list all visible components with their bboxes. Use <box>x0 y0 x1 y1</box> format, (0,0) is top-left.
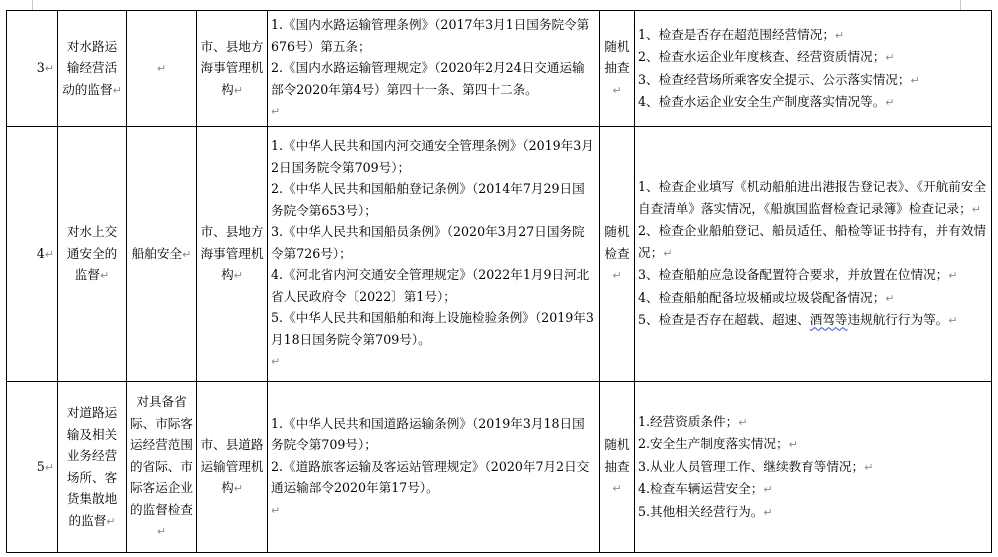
inspection-content-item: 3.从业人员管理工作、继续教育等情况；↵ <box>638 458 874 474</box>
paragraph-mark: ↵ <box>44 62 54 76</box>
spellcheck-underline: 酒驾等 <box>809 312 848 328</box>
margin-corner-mark <box>960 0 961 10</box>
paragraph-mark: ↵ <box>788 438 798 452</box>
inspection-content-item: 2.安全生产制度落实情况；↵ <box>638 436 798 452</box>
paragraph-mark: ↵ <box>156 62 167 76</box>
paragraph-mark: ↵ <box>948 314 958 328</box>
inspection-subitem-cell <box>127 11 197 127</box>
paragraph-mark: ↵ <box>233 269 243 283</box>
paragraph-mark: ↵ <box>885 291 895 305</box>
legal-basis-item: 3.《中华人民共和国船员条例》（2020年3月27日国务院令第726号）； <box>271 224 585 261</box>
inspecting-body-text: 市、县地方海事管理机构 <box>200 38 264 97</box>
paragraph-mark: ↵ <box>233 83 243 97</box>
paragraph-mark: ↵ <box>948 269 958 283</box>
paragraph-mark: ↵ <box>271 105 281 119</box>
paragraph-mark: ↵ <box>612 83 622 97</box>
legal-basis-item: 5.《中华人民共和国船舶和海上设施检验条例》（2019年3月18日国务院令第709号）。 <box>271 310 594 347</box>
paragraph-mark: ↵ <box>233 482 243 496</box>
table-row <box>7 382 992 553</box>
inspection-method-cell <box>600 11 635 127</box>
inspection-subitem-text: 对具备省际、市际客运经营范围的省际、市际客运企业的监督检查 <box>130 394 193 517</box>
inspection-subitem-cell <box>127 382 197 553</box>
paragraph-mark: ↵ <box>663 246 673 260</box>
inspection-content-item: 1、检查企业填写《机动船舶进出港报告登记表》、《开航前安全自查清单》落实情况，《船旗国监督检查记录簿》检查记录；↵ <box>638 179 987 216</box>
inspection-content-item: 1、检查是否存在超范围经营情况；↵ <box>638 26 845 42</box>
inspection-content-cell <box>635 127 992 382</box>
row-number-cell <box>7 382 58 553</box>
legal-basis-cell <box>268 382 600 553</box>
inspection-subitem-text: 船舶安全 <box>131 245 183 261</box>
paragraph-mark: ↵ <box>44 460 54 474</box>
legal-basis-item: 2.《道路旅客运输及客运站管理规定》（2020年7月2日交通运输部令2020年第17号）。 <box>271 458 590 496</box>
paragraph-mark: ↵ <box>612 482 622 496</box>
inspection-content-cell <box>635 11 992 127</box>
inspection-method-text: 随机抽查 <box>604 38 630 76</box>
paragraph-mark: ↵ <box>182 247 192 261</box>
legal-basis-cell <box>268 11 600 127</box>
inspection-content-item: 2、检查企业船舶登记、船员适任、船检等证书持有，并有效情况；↵ <box>638 223 987 260</box>
paragraph-mark: ↵ <box>106 514 116 528</box>
supervision-table <box>6 10 992 553</box>
inspection-content-item: 3、检查经营场所乘客安全提示、公示落实情况；↵ <box>638 71 920 87</box>
paragraph-mark: ↵ <box>763 505 773 519</box>
inspection-item-text: 对水路运输经营活动的监督 <box>62 38 118 97</box>
inspection-item-cell <box>58 382 127 553</box>
paragraph-mark: ↵ <box>612 269 622 283</box>
inspecting-body-text: 市、县地方海事管理机构 <box>200 224 264 283</box>
legal-basis-item: 4.《河北省内河交通安全管理规定》（2022年1月9日河北省人民政府令〔2022〕第1号）； <box>271 267 590 304</box>
inspection-content-item: 1.经营资质条件；↵ <box>638 413 748 429</box>
inspection-subitem-cell <box>127 127 197 382</box>
table-row <box>7 11 992 127</box>
inspection-method-cell <box>600 127 635 382</box>
row-number-text: 4 <box>36 245 45 261</box>
inspection-method-text: 随机检查 <box>604 224 630 261</box>
inspecting-body-text: 市、县道路运输管理机构 <box>200 437 264 496</box>
row-number-cell <box>7 11 58 127</box>
row-number-text: 3 <box>36 60 45 76</box>
paragraph-mark: ↵ <box>885 96 895 109</box>
paragraph-mark: ↵ <box>271 503 281 517</box>
inspection-item-text: 对水上交通安全的监督 <box>66 224 118 283</box>
inspection-content-item: 4、检查船舶配备垃圾桶或垃圾袋配备情况；↵ <box>638 289 895 305</box>
paragraph-mark: ↵ <box>271 355 281 369</box>
table-row <box>7 127 992 382</box>
inspection-content-item: 2、检查水运企业年度核查、经营资质情况；↵ <box>638 49 895 64</box>
inspection-content-item: 5、检查是否存在超载、超速、酒驾等违规航行行为等。↵ <box>638 312 958 328</box>
paragraph-mark: ↵ <box>738 415 748 429</box>
inspecting-body-cell <box>197 382 268 553</box>
inspection-content-item: 5.其他相关经营行为。↵ <box>638 503 773 519</box>
row-number-text: 5 <box>36 458 45 474</box>
inspecting-body-cell <box>197 127 268 382</box>
legal-basis-item: 1.《中华人民共和国道路运输条例》（2019年3月18日国务院令第709号）； <box>271 415 585 453</box>
inspection-item-text: 对道路运输及相关业务经营场所、客货集散地的监督 <box>66 405 118 528</box>
inspection-item-cell <box>58 127 127 382</box>
inspection-method-text: 随机抽查 <box>604 437 630 474</box>
legal-basis-item: 2.《中华人民共和国船舶登记条例》（2014年7月29日国务院令第653号）； <box>271 181 585 218</box>
inspection-content-cell <box>635 382 992 553</box>
legal-basis-item: 2.《国内水路运输管理规定》（2020年2月24日交通运输部令2020年第4号）第四十一条、第四十二条。 <box>271 60 585 97</box>
paragraph-mark: ↵ <box>971 202 981 216</box>
inspection-method-cell <box>600 382 635 553</box>
paragraph-mark: ↵ <box>885 51 895 64</box>
paragraph-mark: ↵ <box>112 83 122 97</box>
table-body <box>7 11 992 553</box>
paragraph-mark: ↵ <box>44 247 54 261</box>
paragraph-mark: ↵ <box>864 460 874 474</box>
legal-basis-cell <box>268 127 600 382</box>
paragraph-mark: ↵ <box>99 269 110 283</box>
page-top-margin <box>0 0 998 10</box>
margin-corner-mark <box>32 0 33 10</box>
legal-basis-item: 1.《国内水路运输管理条例》（2017年3月1日国务院令第676号）第五条； <box>271 17 590 54</box>
paragraph-mark: ↵ <box>763 483 773 497</box>
inspecting-body-cell <box>197 11 268 127</box>
inspection-content-item: 4.检查车辆运营安全；↵ <box>638 481 773 497</box>
paragraph-mark: ↵ <box>910 73 920 87</box>
paragraph-mark: ↵ <box>156 525 167 539</box>
inspection-item-cell <box>58 11 127 127</box>
inspection-content-item: 4、检查水运企业安全生产制度落实情况等。↵ <box>638 94 895 109</box>
paragraph-mark: ↵ <box>834 28 845 42</box>
row-number-cell <box>7 127 58 382</box>
inspection-content-item: 3、检查船舶应急设备配置符合要求，并放置在位情况；↵ <box>638 267 958 283</box>
legal-basis-item: 1.《中华人民共和国内河交通安全管理条例》（2019年3月2日国务院令第709号）； <box>271 138 594 175</box>
